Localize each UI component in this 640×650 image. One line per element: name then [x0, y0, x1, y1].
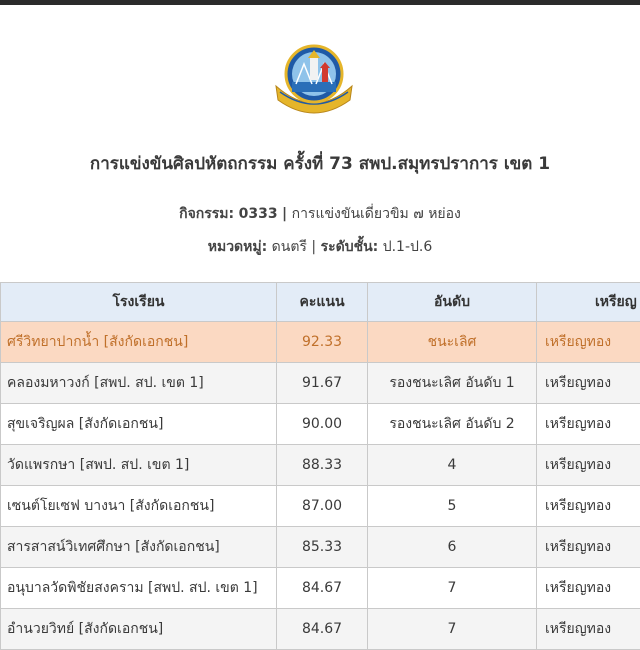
- rank-cell: 7: [368, 568, 537, 609]
- school-cell: วัดแพรกษา [สพป. สป. เขต 1]: [1, 445, 277, 486]
- category-line: [0, 236, 640, 258]
- school-cell: สุขเจริญผล [สังกัดเอกชน]: [1, 404, 277, 445]
- score-cell: 90.00: [277, 404, 368, 445]
- category-label: หมวดหมู่:: [208, 239, 267, 255]
- score-cell: 84.67: [277, 568, 368, 609]
- score-cell: 85.33: [277, 527, 368, 568]
- top-bar: [0, 0, 640, 5]
- medal-cell: เหรียญทอง: [537, 527, 640, 568]
- table-row[interactable]: [1, 445, 640, 486]
- rank-cell: 7: [368, 609, 537, 650]
- score-cell: 84.67: [277, 609, 368, 650]
- activity-line: [0, 203, 640, 225]
- score-cell: 92.33: [277, 322, 368, 363]
- column-header-score: คะแนน: [277, 283, 368, 322]
- table-row[interactable]: [1, 486, 640, 527]
- score-cell: 87.00: [277, 486, 368, 527]
- level-value: ป.1-ป.6: [383, 239, 433, 255]
- activity-code: 0333: [239, 206, 278, 222]
- column-header-medal: เหรียญ: [537, 283, 640, 322]
- table-row[interactable]: [1, 527, 640, 568]
- activity-label: กิจกรรม:: [179, 206, 234, 222]
- rank-cell: ชนะเลิศ: [368, 322, 537, 363]
- medal-cell: เหรียญทอง: [537, 322, 640, 363]
- table-row[interactable]: [1, 609, 640, 650]
- table-row[interactable]: [1, 568, 640, 609]
- medal-cell: เหรียญทอง: [537, 486, 640, 527]
- activity-name: การแข่งขันเดี่ยวขิม ๗ หย่อง: [292, 206, 461, 222]
- rank-cell: 6: [368, 527, 537, 568]
- school-cell: อำนวยวิทย์ [สังกัดเอกชน]: [1, 609, 277, 650]
- table-row[interactable]: [1, 404, 640, 445]
- rank-cell: รองชนะเลิศ อันดับ 1: [368, 363, 537, 404]
- table-header-row: [1, 283, 640, 322]
- rank-cell: รองชนะเลิศ อันดับ 2: [368, 404, 537, 445]
- school-cell: อนุบาลวัดพิชัยสงคราม [สพป. สป. เขต 1]: [1, 568, 277, 609]
- separator: |: [311, 239, 316, 255]
- school-cell: สารสาสน์วิเทศศึกษา [สังกัดเอกชน]: [1, 527, 277, 568]
- separator: |: [282, 206, 287, 222]
- school-cell: เซนต์โยเซฟ บางนา [สังกัดเอกชน]: [1, 486, 277, 527]
- medal-cell: เหรียญทอง: [537, 404, 640, 445]
- category-value: ดนตรี: [272, 239, 307, 255]
- medal-cell: เหรียญทอง: [537, 609, 640, 650]
- organization-logo: [270, 42, 358, 114]
- school-cell: ศรีวิทยาปากน้ำ [สังกัดเอกชน]: [1, 322, 277, 363]
- score-cell: 91.67: [277, 363, 368, 404]
- medal-cell: เหรียญทอง: [537, 568, 640, 609]
- score-cell: 88.33: [277, 445, 368, 486]
- table-row[interactable]: [1, 363, 640, 404]
- results-table: [0, 282, 640, 650]
- rank-cell: 5: [368, 486, 537, 527]
- school-cell: คลองมหาวงก์ [สพป. สป. เขต 1]: [1, 363, 277, 404]
- table-row-winner[interactable]: [1, 322, 640, 363]
- medal-cell: เหรียญทอง: [537, 363, 640, 404]
- column-header-rank: อันดับ: [368, 283, 537, 322]
- medal-cell: เหรียญทอง: [537, 445, 640, 486]
- column-header-school: โรงเรียน: [1, 283, 277, 322]
- page-title: การแข่งขันศิลปหัตถกรรม ครั้งที่ 73 สพป.สมุทรปราการ เขต 1: [0, 150, 640, 177]
- rank-cell: 4: [368, 445, 537, 486]
- level-label: ระดับชั้น:: [321, 239, 379, 255]
